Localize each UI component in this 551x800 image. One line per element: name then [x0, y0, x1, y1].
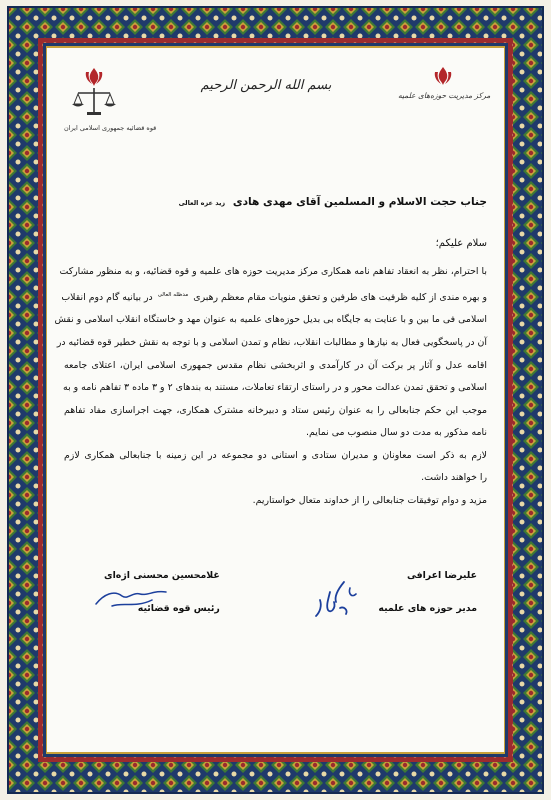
salutation: سلام علیکم؛ [435, 238, 487, 249]
allah-emblem-icon [432, 66, 454, 86]
body-line [61, 284, 487, 310]
body-line: اقامه عدل و آثار پر برکت آن در کارآمدی و اثربخشی نظام مقدس جمهوری اسلامی ایران، اعتلای جامعه [64, 359, 487, 371]
body-line: آن در پاسخگویی فعال به نیازها و مطالبات انقلاب، نظام و تمدن اسلامی و با توجه به نقش خطیر قوه قضائیه در [56, 336, 487, 348]
signer-title: رئیس قوه قضائیه [137, 603, 220, 614]
body-line-part: در بیانیه گام دوم انقلاب [61, 291, 153, 303]
body-line: لازم به ذکر است معاونان و مدیران ستادی و استانی دو مجموعه در این زمینه با جنابعالی همکاری لازم [64, 449, 487, 461]
body-line: اسلامی فی ما بین و با عنایت به جایگاه بی بدیل حوزه‌های علمیه به عنوان مهد و خاستگاه انقلاب اسلامی و نقش [54, 314, 487, 326]
signer-title: مدیر حوزه های علمیه [378, 603, 477, 614]
signer-name: غلامحسین محسنی اژه‌ای [104, 570, 220, 581]
signature-block-right [378, 570, 477, 614]
judiciary-emblem-icon [70, 66, 118, 120]
body-line: را خواهند داشت. [421, 472, 487, 484]
leader-honorific: مدظله العالی [157, 291, 189, 298]
body-line: با احترام، نظر به انعقاد تفاهم نامه همکاری مرکز مدیریت حوزه های علمیه و قوه قضائیه، و به منظور مشارکت [59, 266, 487, 277]
left-org-caption: قوه قضائیه جمهوری اسلامی ایران [64, 124, 157, 132]
letter-body [54, 261, 487, 513]
body-line: مزید و دوام توفیقات جنابعالی را از خداوند متعال خواستاریم. [252, 495, 487, 507]
right-org-caption: مرکز مدیریت حوزه‌های علمیه [398, 91, 491, 100]
addressee-name: جناب حجت الاسلام و المسلمین آقای مهدی هادی [232, 196, 487, 208]
addressee-suffix: زید عزه العالی [178, 199, 226, 207]
addressee-line [179, 196, 487, 208]
handwritten-signature-left [92, 584, 170, 612]
handwritten-signature-right [306, 578, 366, 620]
body-line: نامه مذکور به مدت دو سال منصوب می نمایم. [306, 427, 487, 439]
body-line: موجب این حکم جنابعالی را به عنوان رئیس ستاد و دبیرخانه مشترک همکاری، جهت اجراسازی مفاد تفاهم [64, 404, 487, 416]
body-line-part: و بهره مندی از کلیه ظرفیت های طرفین و تحقق منویات مقام معظم رهبری [193, 291, 487, 303]
signer-name: علیرضا اعرافی [406, 570, 477, 581]
bismillah: بسم الله الرحمن الرحیم [200, 78, 332, 93]
body-line: اسلامی و تحقق تمدن عدالت محور و در راستای ارتقاء تعاملات، مستند به بندهای ۲ و ۳ ماده ۳ تفاهم نامه و به [63, 382, 487, 394]
